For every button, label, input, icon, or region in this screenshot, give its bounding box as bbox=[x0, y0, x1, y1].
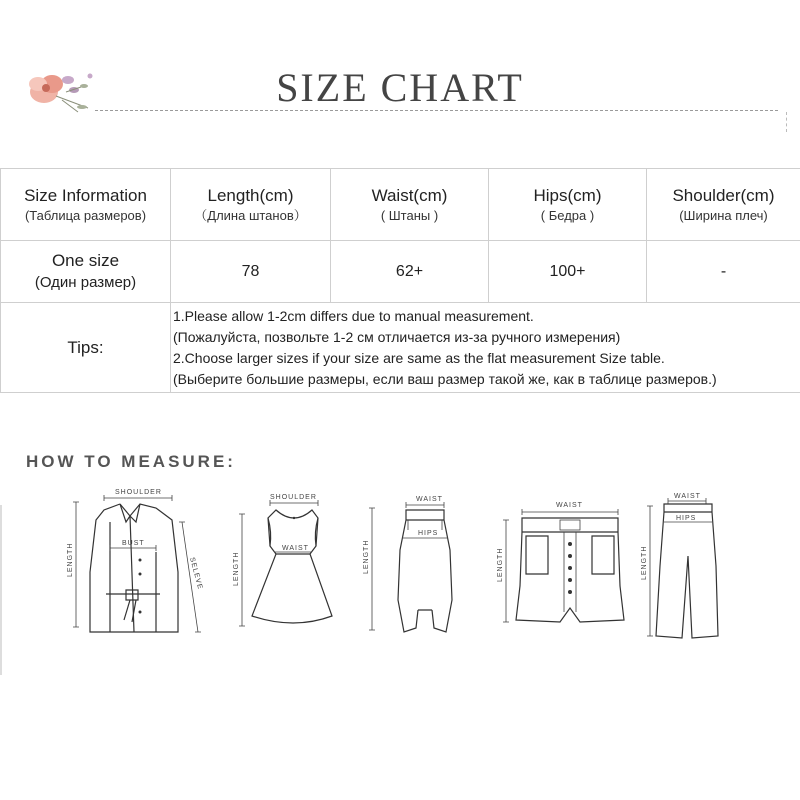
shoulder-label: SHOULDER bbox=[270, 494, 317, 501]
skirt-diagram-icon bbox=[358, 490, 468, 640]
tip-line: 1.Please allow 1-2cm differs due to manual measurement. bbox=[173, 307, 534, 324]
table-header-row bbox=[1, 169, 800, 241]
size-table bbox=[0, 168, 800, 393]
how-to-measure-heading: HOW TO MEASURE: bbox=[26, 452, 236, 471]
cell-size: One size (Один размер) bbox=[1, 241, 171, 303]
cell-waist: 62+ bbox=[331, 241, 489, 303]
waist-label: WAIST bbox=[674, 493, 701, 500]
header-shoulder: Shoulder(cm) (Ширина плеч) bbox=[647, 169, 800, 241]
title-divider bbox=[95, 110, 778, 111]
waist-label: WAIST bbox=[416, 496, 443, 503]
page-title: SIZE CHART bbox=[276, 65, 524, 110]
tip-line: (Пожалуйста, позвольте 1-2 см отличается из-за ручного измерения) bbox=[173, 328, 621, 345]
bust-label: BUST bbox=[122, 540, 145, 547]
sleeve-label: SELEVE bbox=[188, 556, 204, 591]
length-label: LENGTH bbox=[641, 545, 648, 580]
header-length: Length(cm) （Длина штанов） bbox=[171, 169, 331, 241]
tip-line: 2.Choose larger sizes if your size are same as the flat measurement Size table. bbox=[173, 349, 665, 366]
header-size-info: Size Information (Таблица размеров) bbox=[1, 169, 171, 241]
shorts-diagram-icon bbox=[486, 494, 636, 634]
hips-label: HIPS bbox=[418, 530, 439, 537]
hips-label: HIPS bbox=[676, 515, 697, 522]
waist-label: WAIST bbox=[556, 502, 583, 509]
cell-length: 78 bbox=[171, 241, 331, 303]
waist-label: WAIST bbox=[282, 545, 309, 552]
length-label: LENGTH bbox=[363, 539, 370, 574]
table-row bbox=[1, 241, 800, 303]
header-hips: Hips(cm) ( Бедра ) bbox=[489, 169, 647, 241]
length-label: LENGTH bbox=[497, 547, 504, 582]
cell-hips: 100+ bbox=[489, 241, 647, 303]
shoulder-label: SHOULDER bbox=[115, 489, 162, 496]
trousers-diagram-icon bbox=[638, 486, 738, 646]
dress-diagram-icon bbox=[228, 488, 340, 638]
left-edge-mark bbox=[0, 505, 2, 675]
jacket-diagram-icon bbox=[60, 482, 210, 642]
cell-shoulder: - bbox=[647, 241, 800, 303]
header-waist: Waist(cm) ( Штаны ) bbox=[331, 169, 489, 241]
tip-line: (Выберите большие размеры, если ваш размер такой же, как в таблице размеров.) bbox=[173, 370, 717, 387]
length-label: LENGTH bbox=[67, 542, 74, 577]
tips-content bbox=[171, 303, 800, 393]
title-divider-end bbox=[786, 112, 787, 132]
tips-row bbox=[1, 303, 800, 393]
length-label: LENGTH bbox=[233, 551, 240, 586]
tips-label: Tips: bbox=[1, 303, 171, 393]
